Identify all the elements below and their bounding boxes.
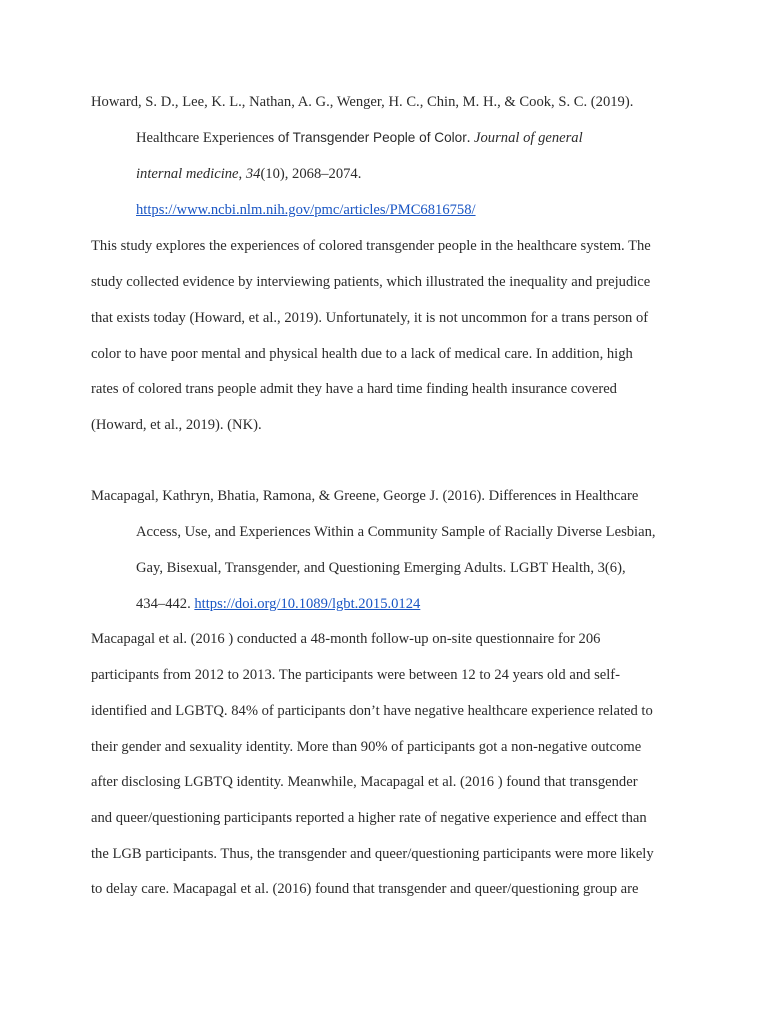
ref1-sep: , bbox=[238, 166, 246, 182]
ref1-annotation-line: (Howard, et al., 2019). (NK). bbox=[91, 417, 262, 433]
ref1-title-part2: of Transgender People of Color bbox=[277, 130, 467, 145]
ref2-annotation-line: to delay care. Macapagal et al. (2016) found that transgender and queer/questioning group are bbox=[91, 881, 639, 897]
ref1-citation-line-3 bbox=[136, 165, 361, 183]
ref1-link[interactable]: https://www.ncbi.nlm.nih.gov/pmc/articles/PMC6816758/ bbox=[136, 202, 476, 218]
ref1-journal-part1: Journal of general bbox=[474, 130, 583, 146]
ref2-annotation-line: and queer/questioning participants reported a higher rate of negative experience and effect than bbox=[91, 810, 647, 826]
ref2-annotation-line: Macapagal et al. (2016 ) conducted a 48-month follow-up on-site questionnaire for 206 bbox=[91, 631, 601, 647]
ref1-title-part3: . bbox=[466, 130, 475, 146]
ref1-annotation-line: rates of colored trans people admit they have a hard time finding health insurance covered bbox=[91, 381, 617, 397]
ref1-annotation-line: color to have poor mental and physical health due to a lack of medical care. In addition, high bbox=[91, 346, 633, 362]
ref1-annotation-line: study collected evidence by interviewing patients, which illustrated the inequality and prejudice bbox=[91, 274, 651, 290]
ref2-annotation-line: identified and LGBTQ. 84% of participants don’t have negative healthcare experience related to bbox=[91, 703, 653, 719]
ref2-citation-line-4 bbox=[136, 595, 420, 613]
ref2-annotation-line: after disclosing LGBTQ identity. Meanwhile, Macapagal et al. (2016 ) found that transgender bbox=[91, 774, 638, 790]
ref2-citation-line-2: Access, Use, and Experiences Within a Community Sample of Racially Diverse Lesbian, bbox=[136, 524, 656, 540]
ref1-volume: 34 bbox=[245, 166, 261, 182]
ref2-pages: 434–442. bbox=[136, 596, 195, 612]
ref1-annotation-line: This study explores the experiences of colored transgender people in the healthcare system. The bbox=[91, 238, 651, 254]
ref1-issue-pages: (10), 2068–2074. bbox=[260, 166, 362, 182]
ref2-citation-line-3: Gay, Bisexual, Transgender, and Questioning Emerging Adults. LGBT Health, 3(6), bbox=[136, 560, 626, 576]
ref1-title-part1: Healthcare Experiences bbox=[136, 130, 278, 146]
ref2-annotation-line: the LGB participants. Thus, the transgender and queer/questioning participants were more likely bbox=[91, 846, 654, 862]
ref2-annotation-line: participants from 2012 to 2013. The participants were between 12 to 24 years old and self- bbox=[91, 667, 621, 683]
ref2-link[interactable]: https://doi.org/10.1089/lgbt.2015.0124 bbox=[194, 596, 421, 612]
ref1-link-line bbox=[136, 201, 476, 219]
ref1-journal-part2: internal medicine bbox=[136, 166, 239, 182]
ref1-annotation-line: that exists today (Howard, et al., 2019). Unfortunately, it is not uncommon for a trans person of bbox=[91, 310, 649, 326]
ref1-citation-line-1: Howard, S. D., Lee, K. L., Nathan, A. G., Wenger, H. C., Chin, M. H., & Cook, S. C. (2019). bbox=[91, 94, 634, 110]
ref2-annotation-line: their gender and sexuality identity. More than 90% of participants got a non-negative outcome bbox=[91, 739, 642, 755]
ref1-citation-line-2 bbox=[136, 129, 583, 147]
ref2-citation-line-1: Macapagal, Kathryn, Bhatia, Ramona, & Greene, George J. (2016). Differences in Healthcare bbox=[91, 488, 639, 504]
